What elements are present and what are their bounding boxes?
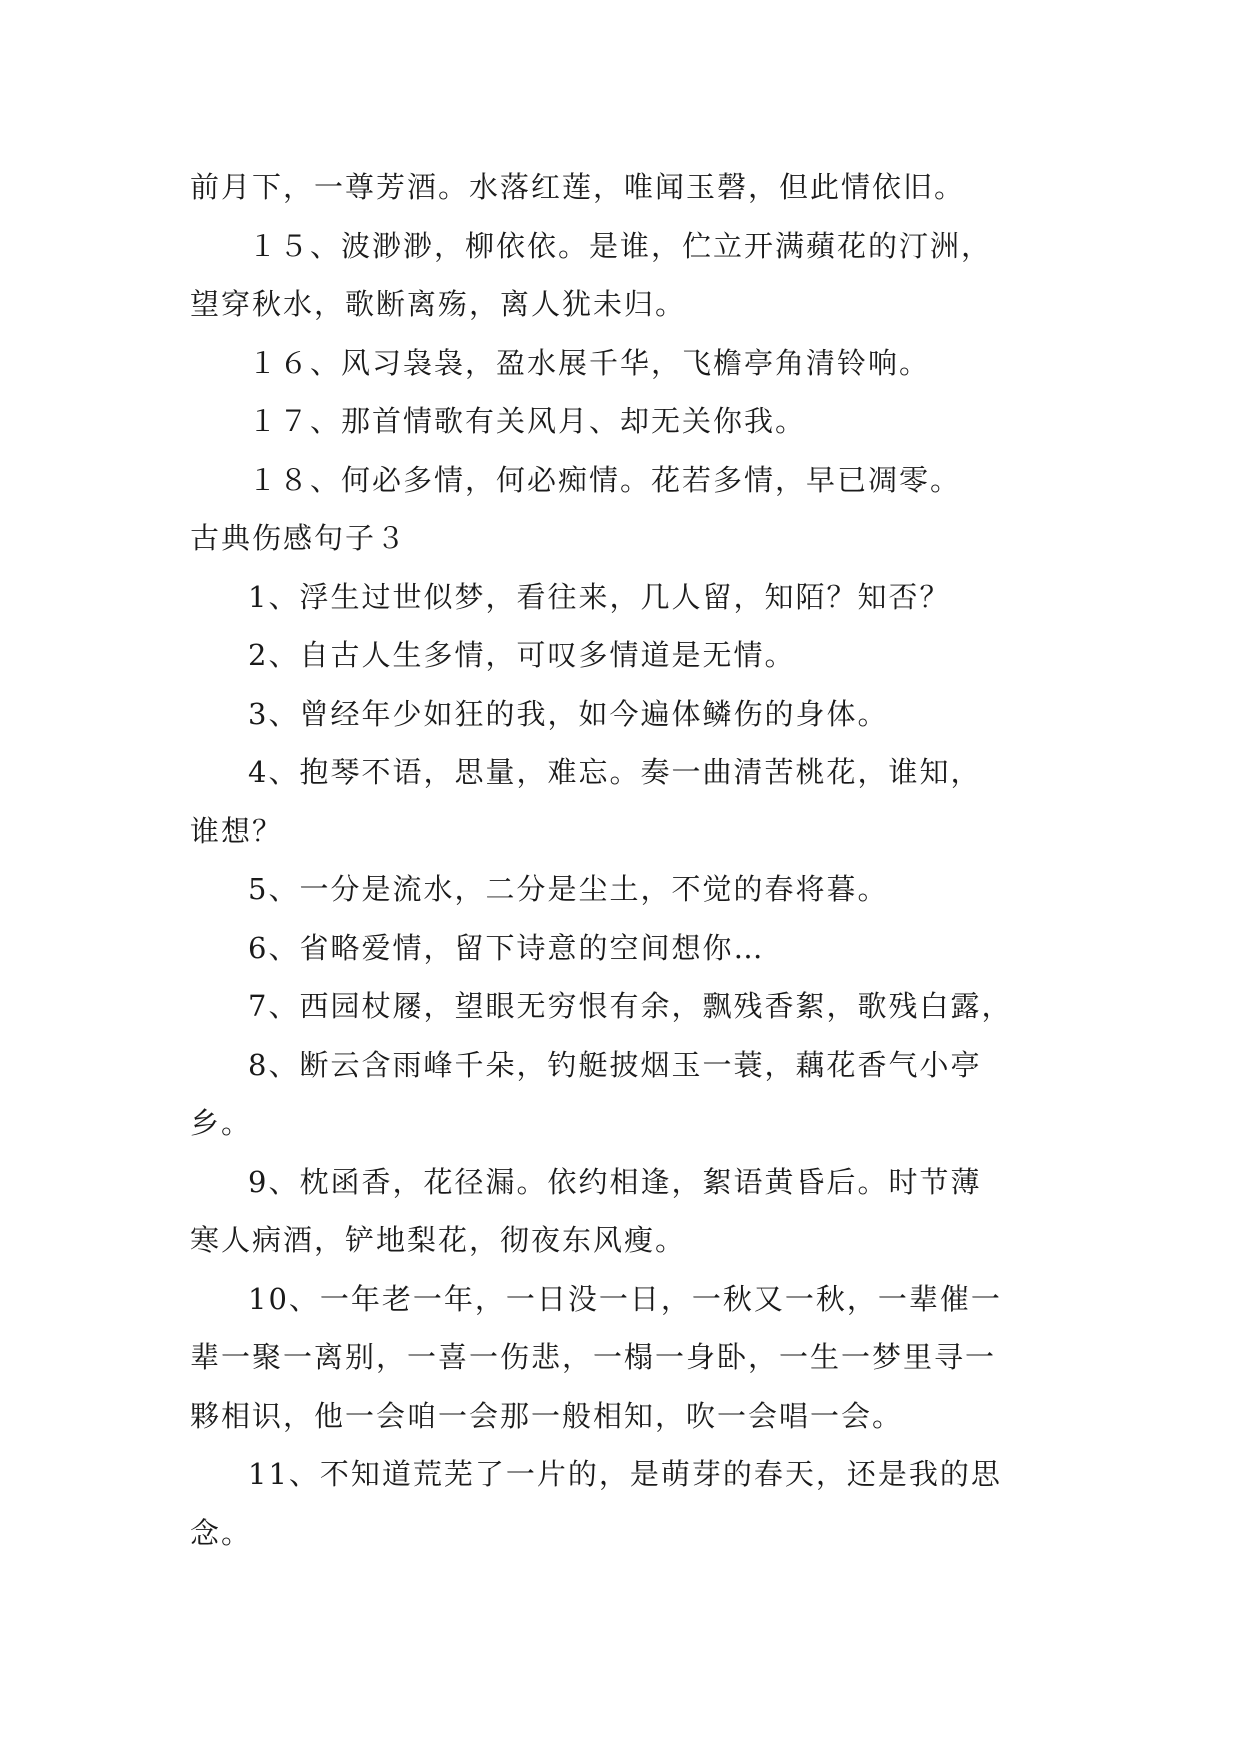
text-line: 5、一分是流水，二分是尘土，不觉的春将暮。 [248, 872, 889, 906]
text-line: 4、抱琴不语，思量，难忘。奏一曲清苦桃花，谁知， [248, 755, 982, 789]
text-line: 8、断云含雨峰千朵，钓艇披烟玉一蓑，藕花香气小亭 [248, 1047, 982, 1082]
text-line: １６、风习袅袅，盈水展千华，飞檐亭角清铃响。 [248, 345, 931, 380]
text-line: 辈一聚一离别，一喜一伤悲，一榻一身卧，一生一梦里寻一 [190, 1340, 997, 1374]
section-heading: 古典伤感句子３ [190, 521, 408, 555]
text-line: 6、省略爱情，留下诗意的空间想你… [248, 930, 765, 965]
text-line: 夥相识，他一会咱一会那一般相知，吹一会唱一会。 [190, 1398, 904, 1433]
text-line: 念。 [190, 1515, 253, 1550]
text-line: 寒人病酒，铲地梨花，彻夜东风瘦。 [190, 1223, 687, 1257]
text-line: 望穿秋水，歌断离殇，离人犹未归。 [190, 287, 687, 321]
text-line: 10、一年老一年，一日没一日，一秋又一秋，一辈催一 [248, 1281, 1002, 1316]
text-line: 2、自古人生多情，可叹多情道是无情。 [248, 638, 796, 672]
text-line: １５、波渺渺，柳依依。是谁，伫立开满蘋花的汀洲， [248, 228, 993, 263]
text-line: 7、西园杖屦，望眼无穷恨有余，飘残香絮，歌残白露， [248, 989, 1013, 1023]
text-line: 1、浮生过世似梦，看往来，几人留，知陌？知否？ [248, 579, 951, 614]
text-line: 前月下，一尊芳酒。水落红莲，唯闻玉磬，但此情依旧。 [190, 170, 966, 204]
text-line: 11、不知道荒芜了一片的，是萌芽的春天，还是我的思 [248, 1457, 1002, 1491]
text-line: １７、那首情歌有关风月、却无关你我。 [248, 404, 807, 438]
text-line: １８、何必多情，何必痴情。花若多情，早已凋零。 [248, 462, 962, 497]
document-body [190, 158, 1070, 1562]
text-line: 9、枕函香，花径漏。依约相逢，絮语黄昏后。时节薄 [248, 1164, 982, 1199]
text-line: 谁想？ [190, 813, 284, 848]
text-line: 乡。 [190, 1106, 253, 1140]
text-line: 3、曾经年少如狂的我，如今遍体鳞伤的身体。 [248, 696, 889, 731]
